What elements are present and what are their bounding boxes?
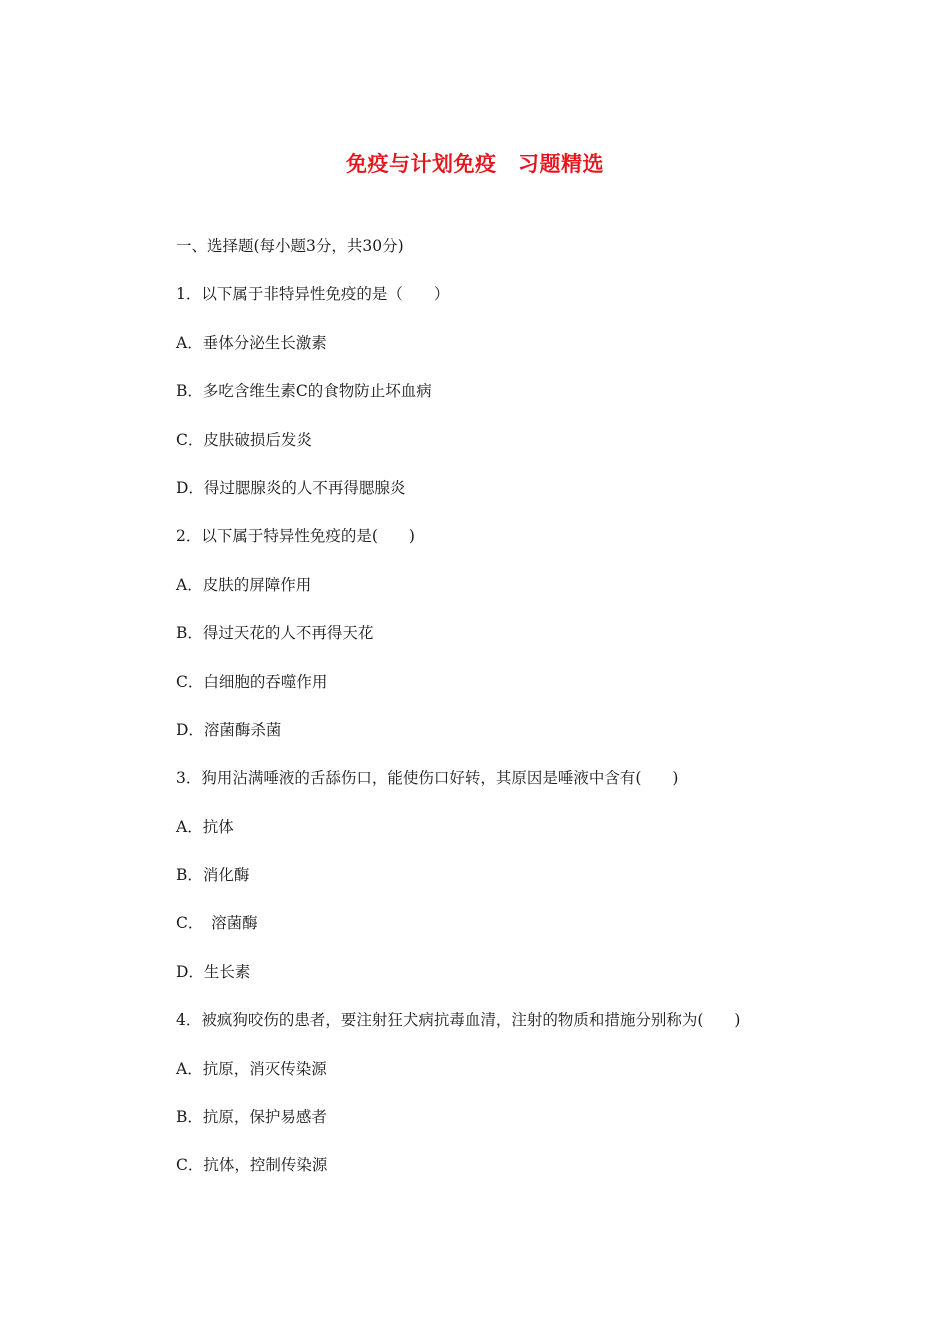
- option-3a: A．抗体: [176, 817, 234, 836]
- option-3d: D．生长素: [176, 962, 251, 981]
- option-2d: D．溶菌酶杀菌: [176, 720, 282, 739]
- option-2a: A．皮肤的屏障作用: [176, 575, 312, 594]
- option-3b: B．消化酶: [176, 866, 250, 885]
- option-2c: C．白细胞的吞噬作用: [176, 672, 328, 691]
- option-4b: B．抗原，保护易感者: [176, 1108, 327, 1127]
- option-1d: D．得过腮腺炎的人不再得腮腺炎: [176, 478, 406, 497]
- option-4c: C．抗体，控制传染源: [176, 1156, 328, 1175]
- option-1b: B．多吃含维生素C的食物防止坏血病: [176, 382, 432, 401]
- option-2b: B．得过天花的人不再得天花: [176, 624, 374, 643]
- question-1: 1．以下属于非特异性免疫的是（ ）: [176, 285, 450, 304]
- question-4: 4．被疯狗咬伤的患者，要注射狂犬病抗毒血清，注射的物质和措施分别称为( ): [176, 1011, 741, 1030]
- section-heading: 一、选择题(每小题3分，共30分): [176, 237, 404, 255]
- question-2: 2．以下属于特异性免疫的是( ): [176, 527, 415, 546]
- document-title: 免疫与计划免疫 习题精选: [346, 152, 604, 176]
- question-3: 3．狗用沾满唾液的舌舔伤口，能使伤口好转，其原因是唾液中含有( ): [176, 769, 679, 788]
- question-list: [176, 234, 876, 1202]
- option-1c: C．皮肤破损后发炎: [176, 430, 312, 449]
- option-4a: A．抗原，消灭传染源: [176, 1059, 327, 1078]
- option-3c: C． 溶菌酶: [176, 914, 258, 933]
- option-1a: A．垂体分泌生长激素: [176, 333, 327, 352]
